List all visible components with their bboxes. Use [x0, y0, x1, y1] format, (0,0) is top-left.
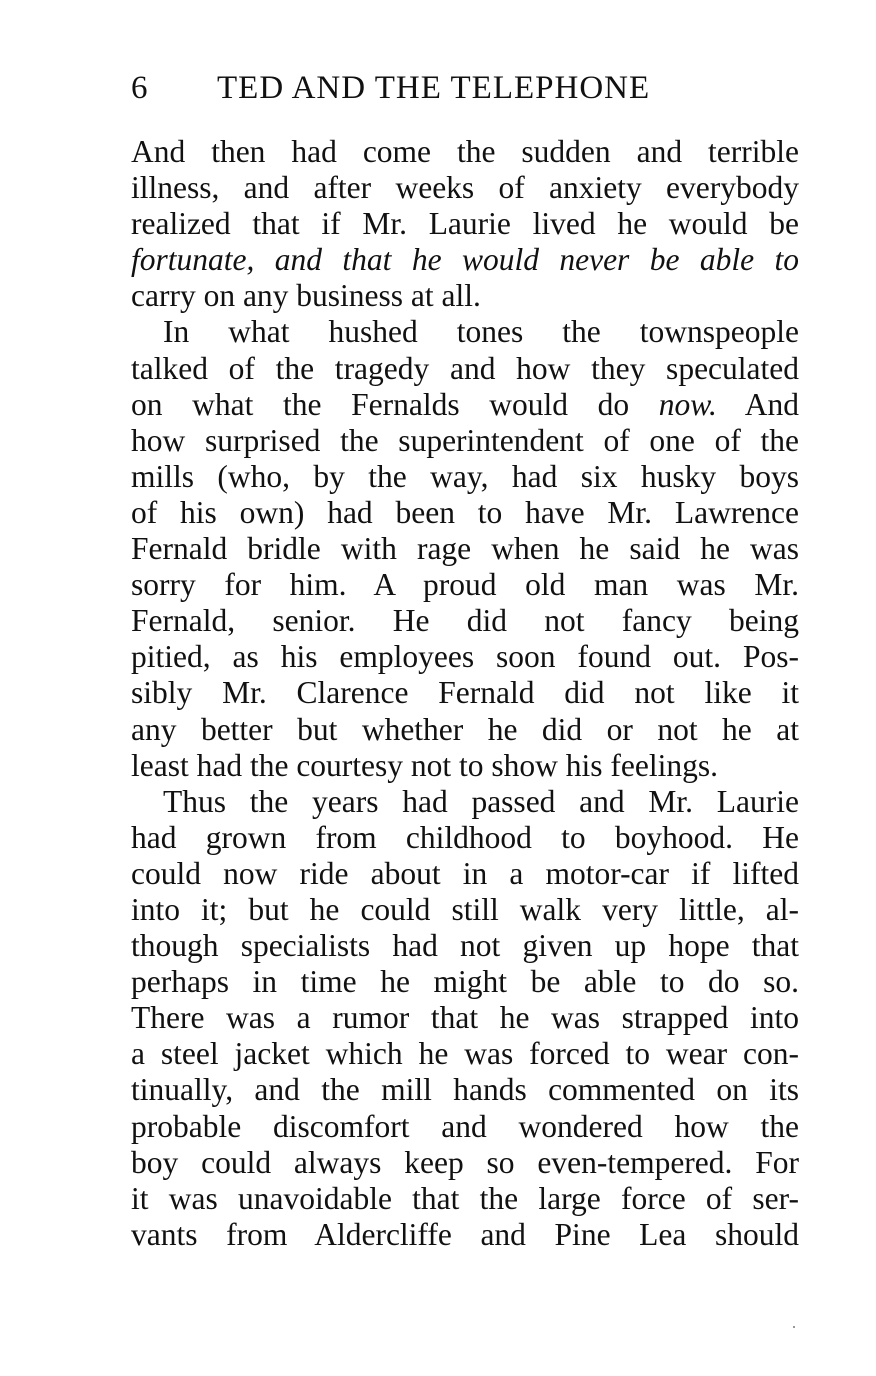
text-line: had grown from childhood to boyhood. He [131, 819, 799, 855]
text-line: perhaps in time he might be able to do so. [131, 964, 799, 1000]
text-line: Thus the years had passed and Mr. Laurie [163, 783, 799, 819]
running-title: TED AND THE TELEPHONE [217, 70, 651, 106]
text-line: though specialists had not given up hope that [131, 928, 799, 964]
text-line: a steel jacket which he was forced to wear con- [131, 1036, 799, 1072]
text-line: of his own) had been to have Mr. Lawrence [131, 494, 799, 530]
text-line: boy could always keep so even-tempered. For [131, 1144, 799, 1180]
text-line: In what hushed tones the townspeople [163, 314, 799, 350]
text-line: Fernald bridle with rage when he said he was [131, 531, 799, 567]
text-line [131, 387, 799, 423]
emphasis-now: now. [658, 386, 717, 422]
text-line: tinually, and the mill hands commented on its [131, 1072, 799, 1108]
text-line: probable discomfort and wondered how the [131, 1108, 799, 1144]
text-segment: on what the Fernalds would do [131, 386, 630, 422]
text-line: There was a rumor that he was strapped into [131, 1000, 799, 1036]
text-line: it was unavoidable that the large force of ser- [131, 1180, 799, 1216]
running-head [131, 68, 799, 108]
text-line: pitied, as his employees soon found out. Pos- [131, 639, 799, 675]
text-line: illness, and after weeks of anxiety everybody [131, 170, 799, 206]
page-number: 6 [131, 70, 149, 106]
text-segment: And [744, 386, 799, 422]
text-line: any better but whether he did or not he at [131, 711, 799, 747]
text-line: fortunate, and that he would never be able to [131, 242, 799, 278]
text-line: talked of the tragedy and how they speculated [131, 350, 799, 386]
text-line: Fernald, senior. He did not fancy being [131, 603, 799, 639]
text-line: least had the courtesy not to show his feelings. [131, 747, 719, 783]
text-line: could now ride about in a motor-car if lifted [131, 855, 799, 891]
body-text [131, 134, 799, 1253]
text-line: carry on any business at all. [131, 278, 481, 314]
text-line: how surprised the superintendent of one of the [131, 422, 799, 458]
text-line: sibly Mr. Clarence Fernald did not like it [131, 675, 799, 711]
scan-speck [793, 1326, 795, 1328]
text-line: And then had come the sudden and terrible [131, 134, 799, 169]
text-line: mills (who, by the way, had six husky boys [131, 458, 799, 494]
text-line: realized that if Mr. Laurie lived he would be [131, 206, 799, 242]
text-line: into it; but he could still walk very little, al- [131, 891, 799, 927]
text-line: vants from Aldercliffe and Pine Lea should [131, 1216, 799, 1252]
text-line: sorry for him. A proud old man was Mr. [131, 567, 799, 603]
